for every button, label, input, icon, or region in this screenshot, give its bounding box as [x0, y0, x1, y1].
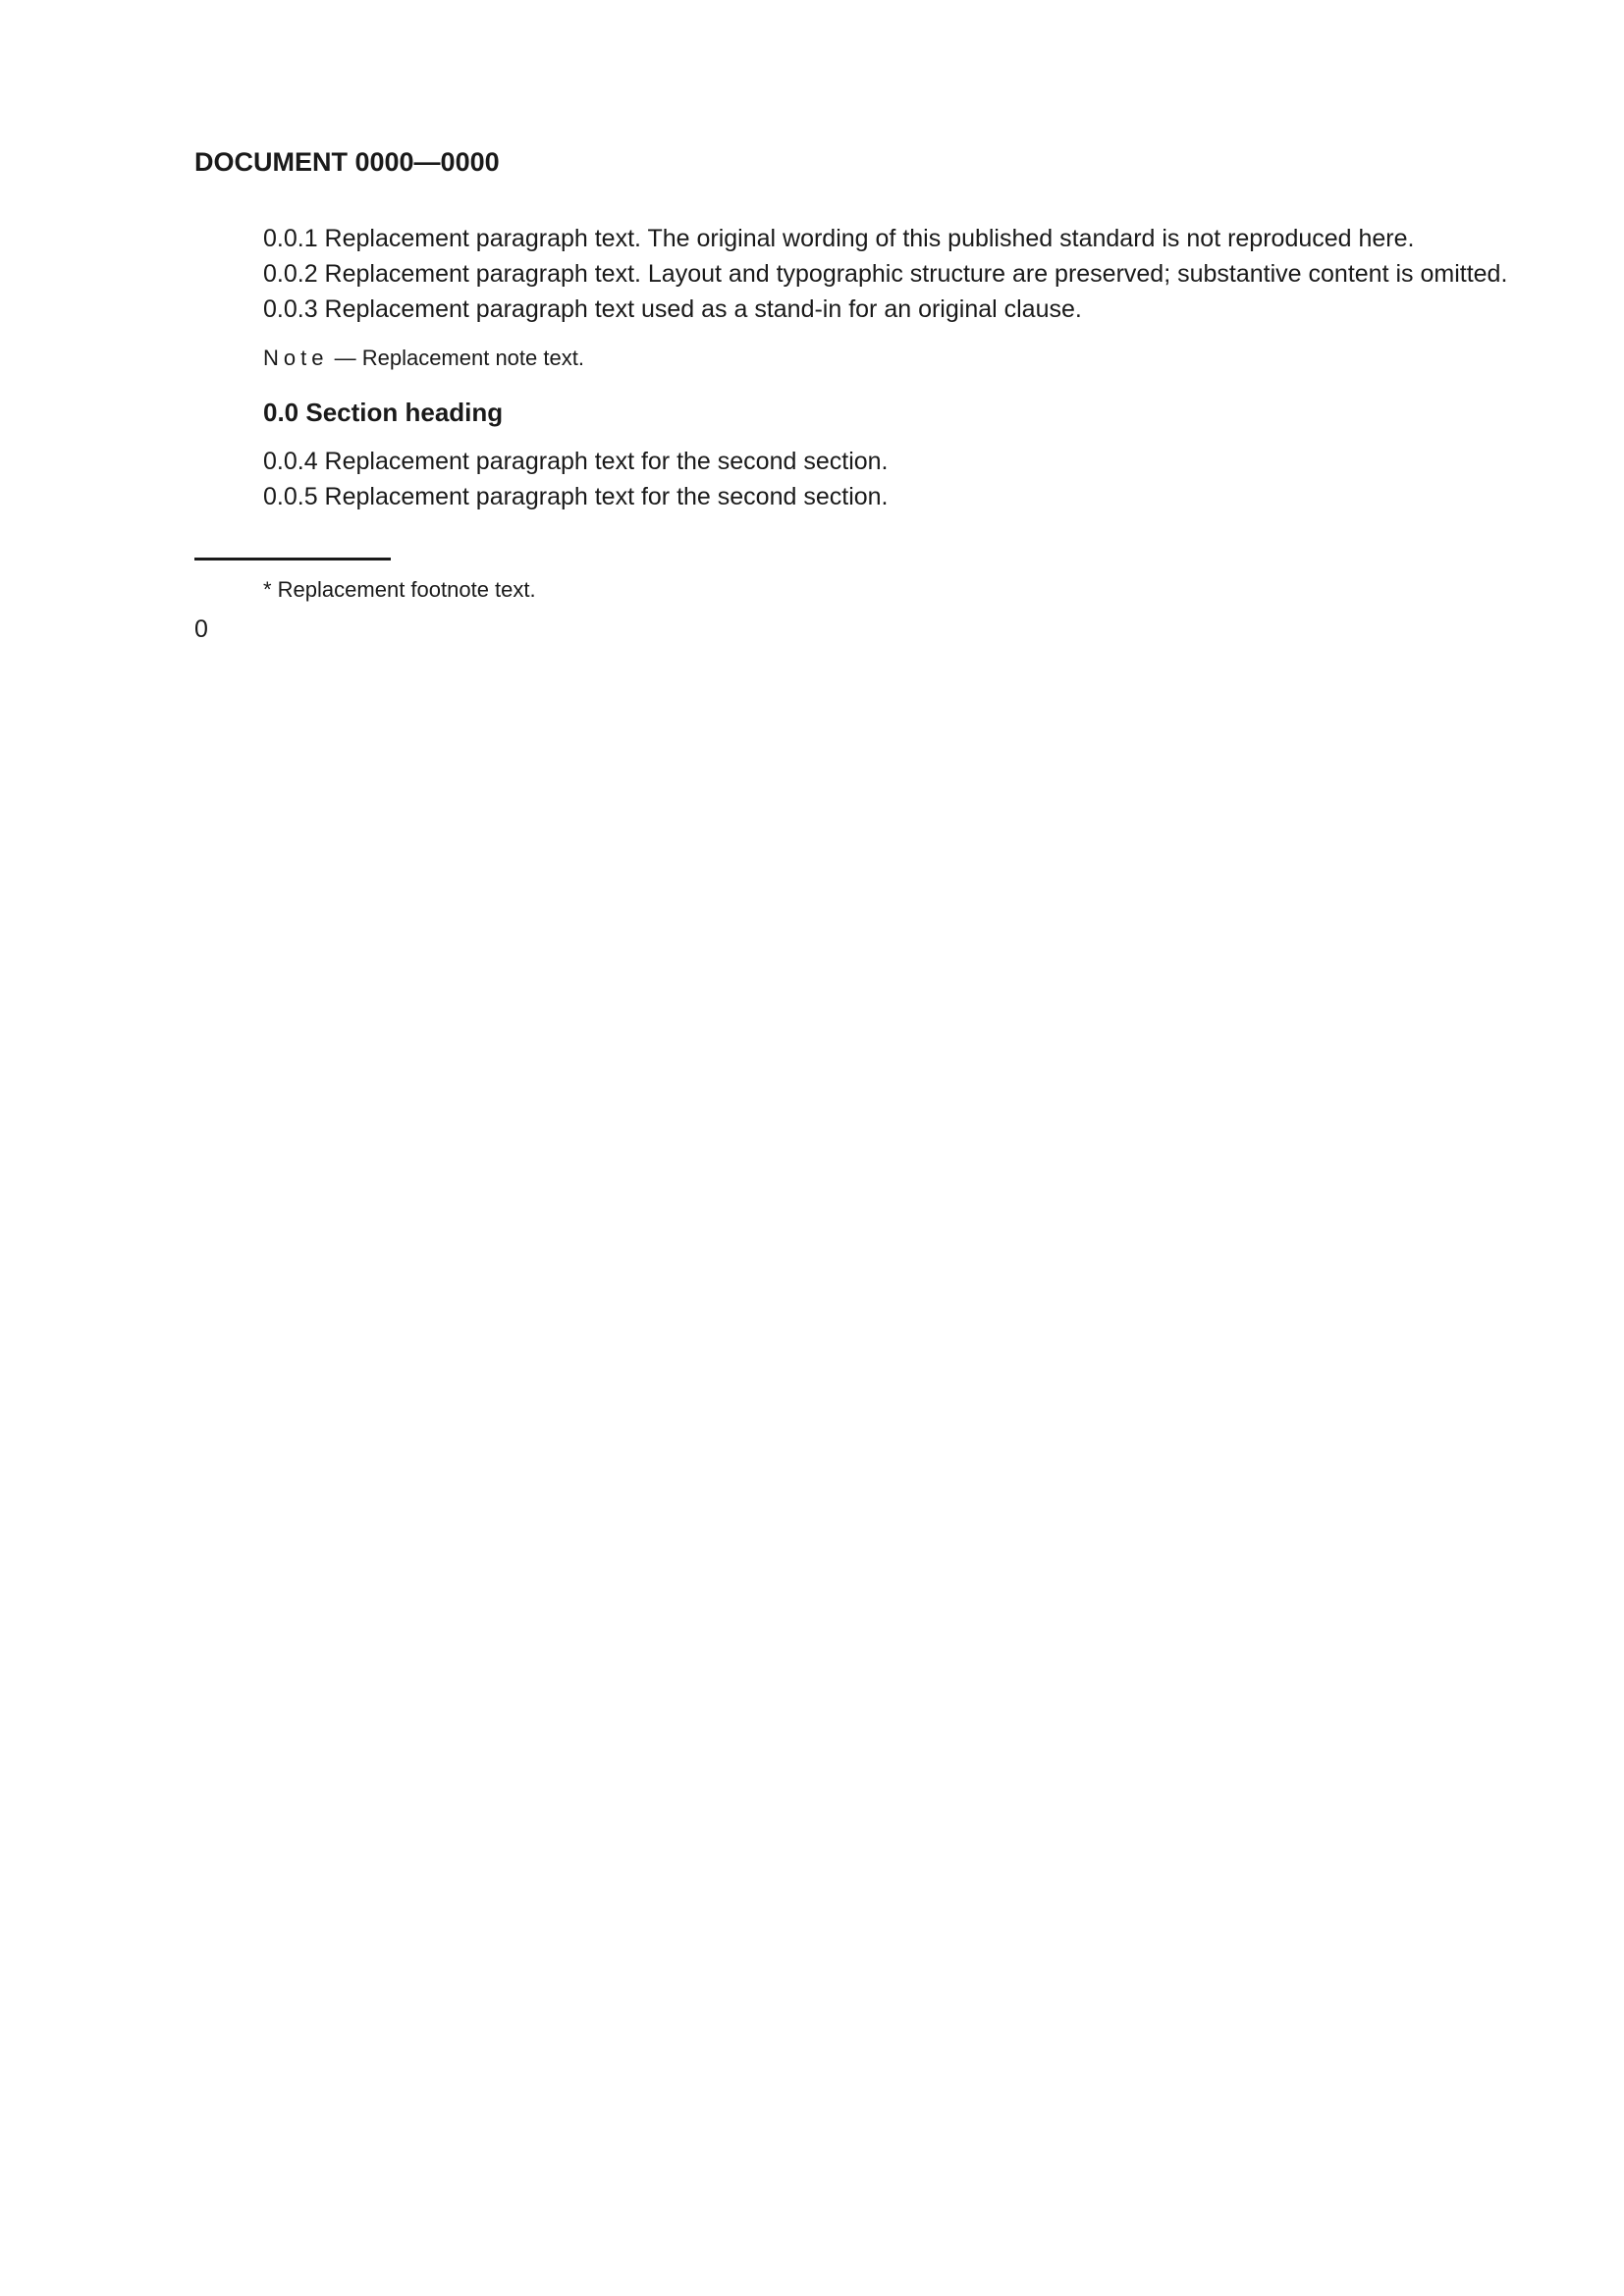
note-text: — Replacement note text.: [328, 346, 584, 370]
paragraph: 0.0.1 Replacement paragraph text. The original wording of this published standard is not reproduced here.: [263, 225, 1415, 252]
document-header: DOCUMENT 0000—0000: [194, 147, 500, 177]
section-heading: 0.0 Section heading: [263, 398, 504, 427]
body-text-part-1: [194, 221, 1520, 327]
body-text-part-2: [194, 444, 1520, 514]
page-number: 0: [194, 615, 208, 643]
paragraph: 0.0.5 Replacement paragraph text for the second section.: [263, 483, 889, 510]
footnote: * Replacement footnote text.: [263, 577, 536, 602]
paragraph: 0.0.3 Replacement paragraph text used as a stand-in for an original clause.: [263, 295, 1082, 323]
footnote-divider: [194, 558, 391, 561]
note: [194, 343, 1520, 374]
note-label: Note: [263, 346, 329, 370]
document-page: [194, 147, 1520, 644]
paragraph: 0.0.2 Replacement paragraph text. Layout and typographic structure are preserved; substantive content is omitted.: [263, 260, 1508, 288]
paragraph: 0.0.4 Replacement paragraph text for the second section.: [263, 448, 889, 475]
